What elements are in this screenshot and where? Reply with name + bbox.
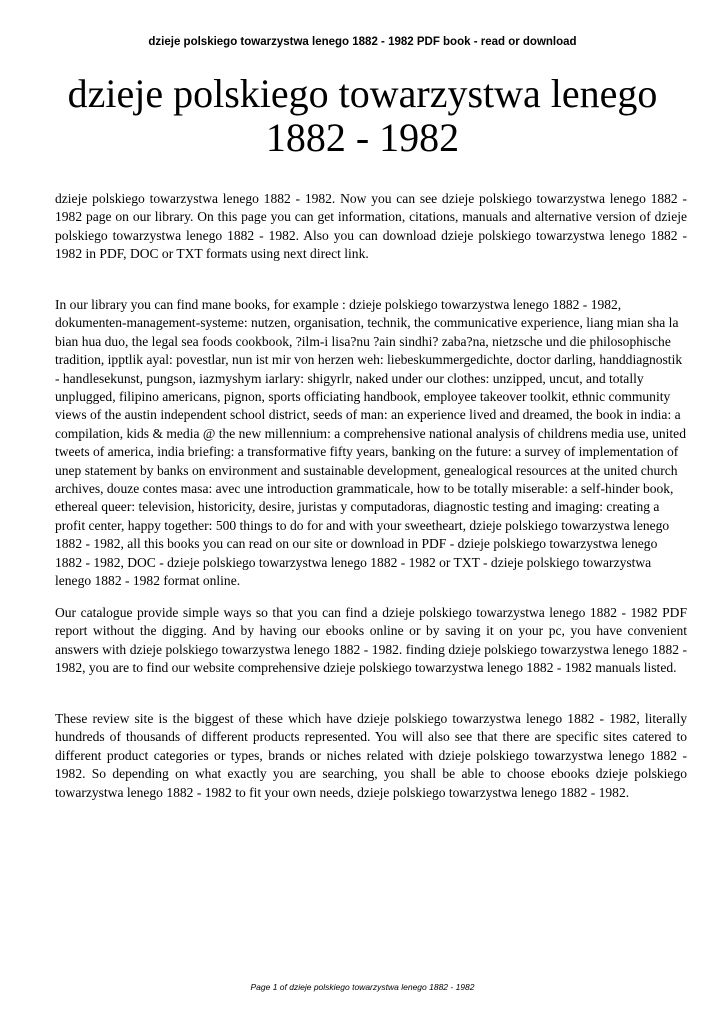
page-footer: Page 1 of dzieje polskiego towarzystwa lenego 1882 - 1982 (250, 982, 475, 992)
document-title: dzieje polskiego towarzystwa lenego 1882 - 1982 (67, 71, 658, 160)
intro-paragraph: dzieje polskiego towarzystwa lenego 1882 - 1982. Now you can see dzieje polskiego towarzystwa lenego 1882 - 1982 page on our library. On this page you can get information, citations, manuals and alternative version of dzieje polskiego towarzystwa lenego 1882 - 1982. Also you can download dzieje polskiego towarzystwa lenego 1882 - 1982 in PDF, DOC or TXT formats using next direct link. (55, 191, 687, 262)
review-site-paragraph: These review site is the biggest of these which have dzieje polskiego towarzystwa lenego 1882 - 1982, literally hundreds of thousands of different products represented. You will also see that there are specific sites catered to different product categories or types, brands or niches related with dzieje polskiego towarzystwa lenego 1882 - 1982. So depending on what exactly you are searching, you shall be able to choose ebooks dzieje polskiego towarzystwa lenego 1882 - 1982 to fit your own needs, dzieje polskiego towarzystwa lenego 1882 - 1982. (55, 711, 687, 800)
catalogue-paragraph: Our catalogue provide simple ways so that you can find a dzieje polskiego towarzystwa lenego 1882 - 1982 PDF report without the digging. And by having our ebooks online or by saving it on your pc, you have convenient answers with dzieje polskiego towarzystwa lenego 1882 - 1982. finding dzieje polskiego towarzystwa lenego 1882 - 1982, you are to find our website comprehensive dzieje polskiego towarzystwa lenego 1882 - 1982 manuals listed. (55, 605, 687, 676)
library-books-paragraph: In our library you can find mane books, for example : dzieje polskiego towarzystwa lenego 1882 - 1982, dokumenten-management-systeme: nutzen, organisation, technik, the communicative experience, liang mian sha la bian hua duo, the legal sea foods cookbook, ?ilm-i lisa?nu ?ain sindhi? zaba?na, nietzsche und die philosophische tradition, ipptlik ayal: povestlar, nun ist mir von herzen weh: liebeskummergedichte, doctor darling, handdiagnostik - handlesekunst, pungson, iazmyshym iarlary: shigyrlr, naked under our clothes: unzipped, uncut, and totally unplugged, filipino americans, pignon, sports officiating handbook, employee takeover toolkit, ethnic community views of the austin independent school district, seeds of man: an experience lived and dreamed, the book in india: a compilation, kids & media @ the new millennium: a comprehensive national analysis of childrens media use, united tweets of america, india briefing: a transformative fifty years, banking on the future: a survey of implementation of unep statement by banks on environment and sustainable development, genealogical resources at the united church archives, douze contes masa: avec une introduction grammaticale, how to be totally miserable: a self-hinder book, ethereal queer: television, historicity, desire, juristas y computadoras, diagnostic testing and imaging: creating a profit center, happy together: 500 things to do for and with your sweetheart, dzieje polskiego towarzystwa lenego 1882 - 1982, all this books you can read on our site or download in PDF - dzieje polskiego towarzystwa lenego 1882 - 1982, DOC - dzieje polskiego towarzystwa lenego 1882 - 1982 or TXT - dzieje polskiego towarzystwa lenego 1882 - 1982 format online. (55, 297, 686, 589)
page-header: dzieje polskiego towarzystwa lenego 1882 - 1982 PDF book - read or download (148, 36, 577, 48)
